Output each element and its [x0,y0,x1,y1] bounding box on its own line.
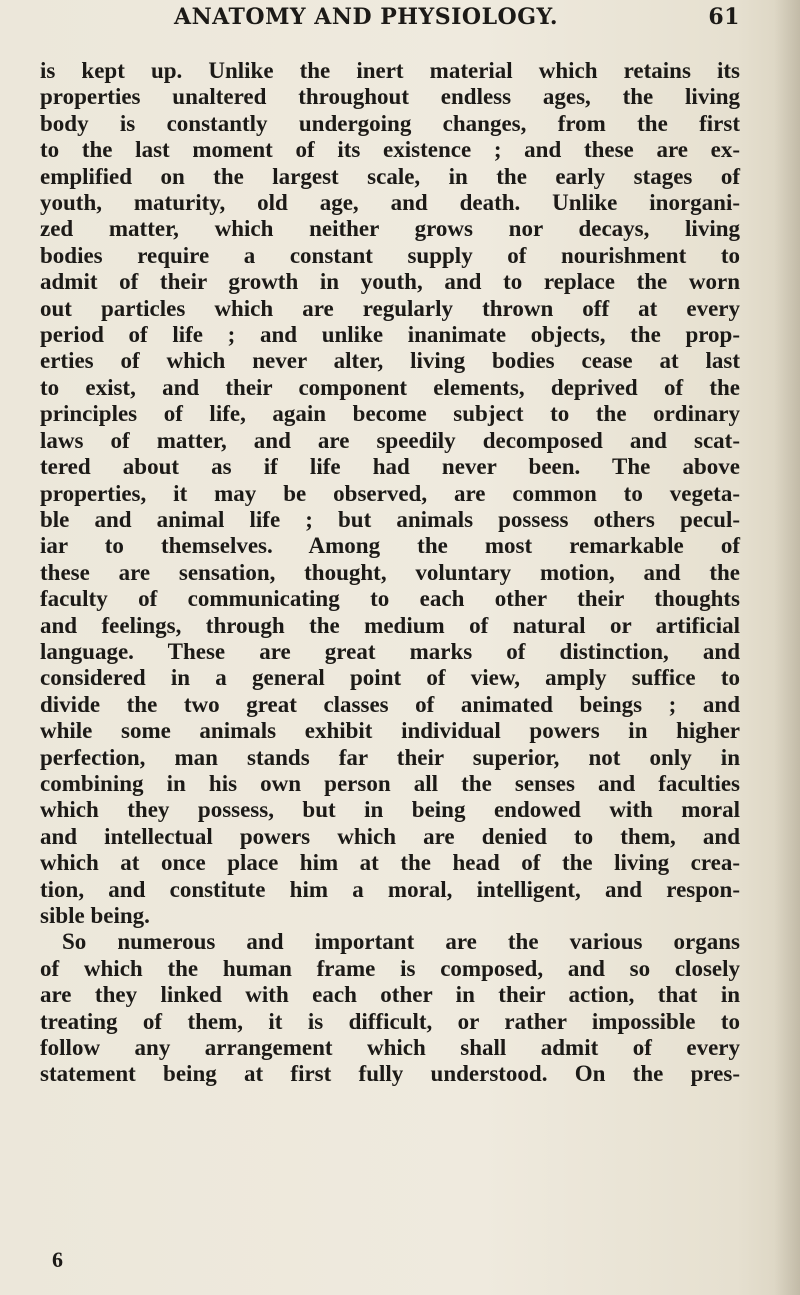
text-line: and feelings, through the medium of natural or artificial [40,612,740,638]
text-line: follow any arrangement which shall admit of every [40,1035,740,1061]
text-line: erties of which never alter, living bodies cease at last [40,348,740,374]
paragraph-end-line: sible being. [40,903,150,928]
text-line: youth, maturity, old age, and death. Unlike inorgani- [40,190,740,216]
body-text [40,58,740,1088]
text-line: and intellectual powers which are denied to them, and [40,823,740,849]
page-number: 61 [708,4,740,30]
text-line: principles of life, again become subject to the ordinary [40,401,740,427]
text-line: divide the two great classes of animated beings ; and [40,691,740,717]
text-line: emplified on the largest scale, in the early stages of [40,163,740,189]
running-header [40,4,740,34]
text-line: these are sensation, thought, voluntary motion, and the [40,559,740,585]
text-line: combining in his own person all the senses and faculties [40,770,740,796]
text-line: to exist, and their component elements, deprived of the [40,374,740,400]
text-line: properties unaltered throughout endless ages, the living [40,84,740,110]
text-line: perfection, man stands far their superior, not only in [40,744,740,770]
text-line: which they possess, but in being endowed with moral [40,797,740,823]
text-line: period of life ; and unlike inanimate objects, the prop- [40,322,740,348]
text-line: laws of matter, and are speedily decomposed and scat- [40,427,740,453]
text-line: are they linked with each other in their action, that in [40,982,740,1008]
text-line: iar to themselves. Among the most remarkable of [40,533,740,559]
text-line: language. These are great marks of distinction, and [40,638,740,664]
text-line: tion, and constitute him a moral, intelligent, and respon- [40,876,740,902]
text-line: treating of them, it is difficult, or rather impossible to [40,1008,740,1034]
text-line: ble and animal life ; but animals possess others pecul- [40,506,740,532]
page-edge-shadow [774,0,800,1295]
text-line: body is constantly undergoing changes, from the first [40,110,740,136]
text-line: zed matter, which neither grows nor decays, living [40,216,740,242]
text-line: which at once place him at the head of the living crea- [40,850,740,876]
text-line: while some animals exhibit individual powers in higher [40,718,740,744]
text-line: out particles which are regularly thrown off at every [40,295,740,321]
text-line: considered in a general point of view, amply suffice to [40,665,740,691]
text-line: is kept up. Unlike the inert material which retains its [40,58,740,83]
text-line: of which the human frame is composed, and so closely [40,955,740,981]
paragraph-start-line: So numerous and important are the various organs [62,929,740,955]
text-line: to the last moment of its existence ; and these are ex- [40,137,740,163]
text-line: properties, it may be observed, are common to vegeta- [40,480,740,506]
running-title: ANATOMY AND PHYSIOLOGY. [174,4,559,30]
text-line: tered about as if life had never been. The above [40,454,740,480]
text-line: faculty of communicating to each other their thoughts [40,586,740,612]
signature-mark: 6 [52,1247,63,1272]
text-line: bodies require a constant supply of nourishment to [40,242,740,268]
text-line: admit of their growth in youth, and to replace the worn [40,269,740,295]
text-line: statement being at first fully understood. On the pres- [40,1061,740,1087]
